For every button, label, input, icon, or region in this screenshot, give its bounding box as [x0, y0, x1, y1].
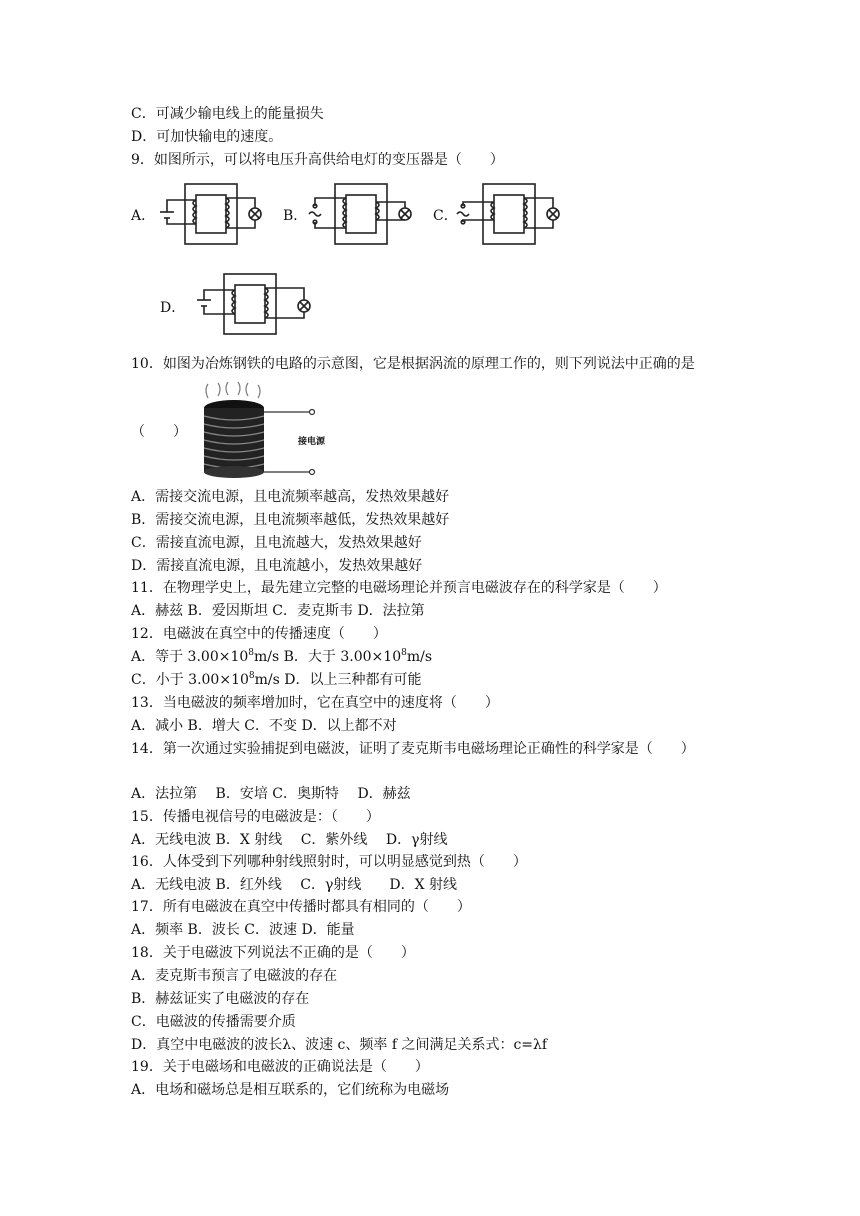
q19-option-a: A．电场和磁场总是相互联系的，它们统称为电磁场 [131, 1082, 450, 1098]
transformer-figure-c [453, 180, 568, 250]
transformer-figure-b [305, 180, 420, 250]
q10-option-a: A．需接交流电源，且电流频率越高，发热效果越好 [131, 489, 450, 505]
q9-label-a: A． [131, 208, 156, 224]
q10-option-d: D．需接直流电源，且电流越小，发热效果越好 [131, 558, 423, 574]
q9-label-b: B． [283, 208, 308, 224]
q18-option-d: D．真空中电磁波的波长λ、波速 c、频率 f 之间满足关系式：c=λf [131, 1037, 548, 1053]
q16-options: A．无线电波 B．红外线 C．γ射线 D．X 射线 [131, 877, 458, 893]
power-supply-label: 接电源 [298, 437, 326, 447]
transformer-figure-a [155, 180, 270, 250]
q12-options-cd: C．小于 $3.00\times 10^8m/s$ D．以上三种都有可能 [131, 671, 422, 688]
eddy-current-furnace-figure [188, 380, 328, 480]
q18-option-c: C．电磁波的传播需要介质 [131, 1014, 296, 1030]
q11-stem: 11．在物理学史上，最先建立完整的电磁场理论并预言电磁波存在的科学家是（ ） [131, 580, 667, 596]
q18-stem: 18．关于电磁波下列说法不正确的是（ ） [131, 945, 415, 961]
q15-stem: 15．传播电视信号的电磁波是：（ ） [131, 809, 380, 825]
q13-options: A．减小 B．增大 C．不变 D．以上都不对 [131, 718, 397, 734]
q9-label-c: C． [433, 208, 458, 224]
q10-option-c: C．需接直流电源，且电流越大，发热效果越好 [131, 535, 422, 551]
q12-options-ab: A．等于 $3.00\times 10^8m/s$ B．大于 $3.00\times 10^8m/s$ [131, 648, 433, 665]
q11-options: A．赫兹 B．爱因斯坦 C．麦克斯韦 D．法拉第 [131, 603, 425, 619]
q15-options: A．无线电波 B．X 射线 C．紫外线 D．γ射线 [131, 832, 448, 848]
q18-option-a: A．麦克斯韦预言了电磁波的存在 [131, 968, 338, 984]
q12-stem: 12．电磁波在真空中的传播速度（ ） [131, 626, 387, 642]
q10-stem: 10．如图为冶炼钢铁的电路的示意图，它是根据涡流的原理工作的，则下列说法中正确的是 [131, 356, 695, 372]
q13-stem: 13．当电磁波的频率增加时，它在真空中的速度将（ ） [131, 695, 499, 711]
q10-option-b: B．需接交流电源，且电流频率越低，发热效果越好 [131, 512, 450, 528]
q18-option-b: B．赫兹证实了电磁波的存在 [131, 991, 310, 1007]
q8-option-c: C．可减少输电线上的能量损失 [131, 106, 324, 122]
transformer-figure-d [182, 270, 327, 340]
q14-options: A．法拉第 B．安培 C．奥斯特 D．赫兹 [131, 786, 411, 802]
q17-stem: 17．所有电磁波在真空中传播时都具有相同的（ ） [131, 899, 471, 915]
q16-stem: 16．人体受到下列哪种射线照射时，可以明显感觉到热（ ） [131, 854, 527, 870]
q19-stem: 19．关于电磁场和电磁波的正确说法是（ ） [131, 1059, 429, 1075]
q9-label-d: D． [160, 300, 186, 316]
q10-paren: （ ） [131, 424, 187, 440]
q8-option-d: D．可加快输电的速度。 [131, 129, 283, 145]
q14-stem: 14．第一次通过实验捕捉到电磁波，证明了麦克斯韦电磁场理论正确性的科学家是（ ） [131, 741, 695, 757]
q17-options: A．频率 B．波长 C．波速 D．能量 [131, 922, 355, 938]
q9-stem: 9．如图所示，可以将电压升高供给电灯的变压器是（ ） [131, 152, 504, 168]
